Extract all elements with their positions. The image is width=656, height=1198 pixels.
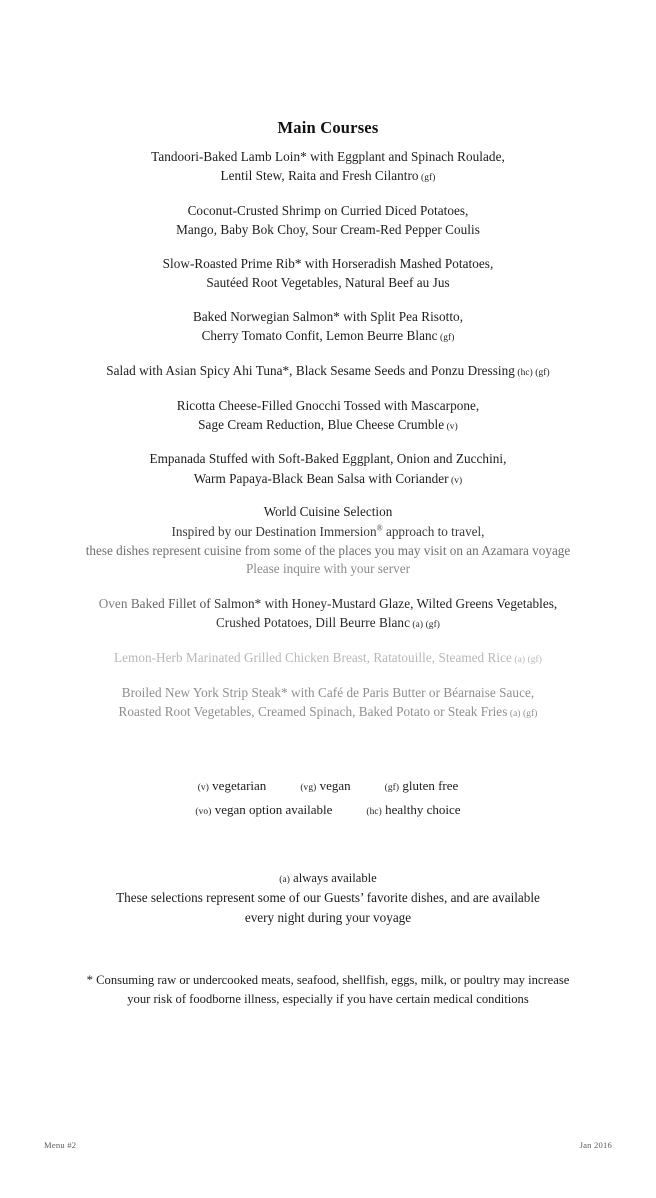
legend-item-vegan <box>300 774 350 798</box>
page-footer <box>44 1140 612 1150</box>
legend-code: (vo) <box>195 807 212 818</box>
legend-label: vegan <box>316 778 351 794</box>
dish-line: Broiled New York Strip Steak* with Café de Paris Butter or Béarnaise Sauce, <box>121 684 535 700</box>
dish-line: Oven Baked Fillet of Salmon* with Honey-Mustard Glaze, Wilted Greens Vegetables, <box>60 594 596 613</box>
legend-label: gluten free <box>399 778 459 794</box>
dish-line: Slow-Roasted Prime Rib* with Horseradish Mashed Potatoes, <box>162 256 494 272</box>
legend-item-vegetarian <box>198 774 267 798</box>
dish-salad-asian-spicy-ahi-tuna <box>60 361 596 381</box>
availability-line-2: These selections represent some of our Guests’ favorite dishes, and are available <box>116 890 540 906</box>
dish-line: Cherry Tomato Confit, Lemon Beurre Blanc (gf) <box>201 328 455 344</box>
dish-tandoori-baked-lamb-loin <box>60 147 596 186</box>
world-cuisine-heading: World Cuisine Selection <box>263 504 393 520</box>
availability-code: (a) <box>279 875 290 886</box>
legend-label: vegetarian <box>208 778 267 794</box>
dish-line: Ricotta Cheese-Filled Gnocchi Tossed with Mascarpone, <box>176 397 480 413</box>
dish-line: Salad with Asian Spicy Ahi Tuna*, Black Sesame Seeds and Ponzu Dressing (hc) (gf) <box>106 363 550 379</box>
dish-line: Roasted Root Vegetables, Creamed Spinach, Baked Potato or Steak Fries (a) (gf) <box>118 703 538 719</box>
disclaimer-spacer <box>60 928 596 971</box>
dish-baked-norwegian-salmon <box>60 307 596 346</box>
allergen-disclaimer <box>60 971 596 1009</box>
legend-item-healthy-choice <box>366 798 460 822</box>
dish-line: Empanada Stuffed with Soft-Baked Eggplant, Onion and Zucchini, <box>149 451 507 467</box>
disclaimer-line-2: your risk of foodborne illness, especially if you have certain medical conditions <box>127 991 529 1006</box>
world-cuisine-selection <box>60 503 596 579</box>
dish-slow-roasted-prime-rib <box>60 254 596 292</box>
always-available-list <box>60 594 596 721</box>
availability-spacer <box>60 822 596 869</box>
dietary-tag: (a) (gf) <box>511 654 542 665</box>
dish-line: Tandoori-Baked Lamb Loin* with Eggplant and Spinach Roulade, <box>151 149 505 164</box>
registered-trademark-icon: ® <box>376 523 383 533</box>
dish-coconut-crusted-shrimp <box>60 201 596 239</box>
availability-line-3: every night during your voyage <box>244 910 412 926</box>
availability-code-line <box>60 869 596 888</box>
dish-line: Warm Papaya-Black Bean Salsa with Coriander (v) <box>193 470 463 486</box>
disclaimer-line-1: * Consuming raw or undercooked meats, seafood, shellfish, eggs, milk, or poultry may increase <box>86 972 570 987</box>
dish-oven-baked-fillet-of-salmon <box>60 594 596 633</box>
dish-broiled-new-york-strip-steak <box>60 683 596 722</box>
dietary-tag: (v) <box>448 475 463 486</box>
dish-line: Lentil Stew, Raita and Fresh Cilantro (gf) <box>220 168 436 184</box>
dietary-tag: (v) <box>444 421 458 432</box>
world-cuisine-line-2-prefix: Inspired by our Destination Immersion <box>171 523 377 539</box>
dietary-tag: (a) (gf) <box>409 620 441 631</box>
world-cuisine-line-4: Please inquire with your server <box>245 561 411 577</box>
menu-page <box>0 118 656 1198</box>
legend-label: healthy choice <box>381 802 461 818</box>
dietary-tag: (a) (gf) <box>507 708 538 719</box>
world-cuisine-line-2 <box>60 523 596 542</box>
availability-code-label: always available <box>293 871 377 886</box>
legend-row-2 <box>60 798 596 822</box>
dish-empanada-stuffed-eggplant <box>60 449 596 488</box>
dish-line: Sautéed Root Vegetables, Natural Beef au Jus <box>206 275 450 291</box>
footer-menu-number: Menu #2 <box>44 1140 77 1150</box>
legend-item-vegan-option-available <box>195 798 332 822</box>
dietary-legend <box>60 774 596 822</box>
legend-code: (v) <box>197 783 209 794</box>
legend-item-gluten-free <box>385 774 459 798</box>
legend-code: (gf) <box>384 783 400 794</box>
dietary-tag: (gf) <box>418 173 436 184</box>
dish-ricotta-cheese-filled-gnocchi <box>60 396 596 435</box>
world-cuisine-line-3: these dishes represent cuisine from some of the places you may visit on an Azamara voyage <box>85 542 571 558</box>
legend-spacer <box>60 736 596 774</box>
dish-line: Mango, Baby Bok Choy, Sour Cream-Red Pepper Coulis <box>176 221 480 237</box>
legend-row-1 <box>60 774 596 798</box>
legend-code: (vg) <box>300 783 317 794</box>
main-courses-list <box>60 147 596 488</box>
world-cuisine-line-2-suffix: approach to travel, <box>382 523 485 539</box>
dish-lemon-herb-grilled-chicken-breast <box>60 648 596 668</box>
legend-code: (hc) <box>366 807 382 818</box>
legend-label: vegan option available <box>211 802 333 818</box>
footer-date: Jan 2016 <box>579 1140 612 1150</box>
dish-line: Crushed Potatoes, Dill Beurre Blanc (a) (gf) <box>60 613 596 633</box>
dietary-tag: (gf) <box>437 333 455 344</box>
page-title: Main Courses <box>277 118 379 137</box>
dish-line: Sage Cream Reduction, Blue Cheese Crumble (v) <box>198 416 458 432</box>
dish-line: Lemon-Herb Marinated Grilled Chicken Breast, Ratatouille, Steamed Rice (a) (gf) <box>114 649 542 665</box>
dish-line: Baked Norwegian Salmon* with Split Pea Risotto, <box>192 309 464 325</box>
availability-note <box>60 869 596 927</box>
dietary-tag: (hc) (gf) <box>514 368 550 379</box>
dish-line: Coconut-Crusted Shrimp on Curried Diced Potatoes, <box>187 202 469 218</box>
